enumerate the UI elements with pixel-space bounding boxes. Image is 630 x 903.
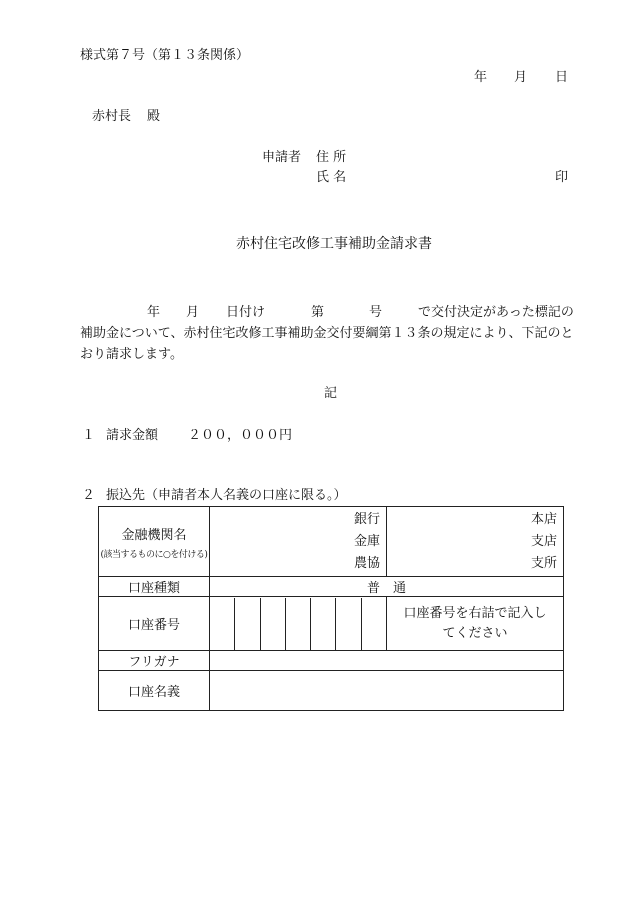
body-line2: 補助金について、赤村住宅改修工事補助金交付要綱第１３条の規定により、下記のと	[80, 326, 574, 341]
digit-cell[interactable]	[336, 598, 361, 650]
digit-cell[interactable]	[261, 598, 286, 650]
furigana-field[interactable]	[210, 651, 564, 671]
item1-amount: ２００，０００円	[188, 428, 293, 443]
addressee-name: 赤村長	[92, 109, 132, 124]
item1-number: １	[82, 428, 96, 443]
addressee-honorific: 殿	[147, 109, 161, 124]
body-year: 年	[147, 305, 161, 320]
bank-type-bank: 銀行	[353, 511, 380, 527]
account-type-value[interactable]: 普 通	[210, 577, 564, 597]
body-dated: 日付け	[226, 305, 266, 320]
body-month: 月	[186, 305, 200, 320]
bank-type-shinkin: 金庫	[353, 533, 380, 549]
ki-heading: 記	[324, 386, 338, 401]
body-gou: 号	[369, 305, 383, 320]
document-title: 赤村住宅改修工事補助金請求書	[236, 236, 432, 252]
applicant-address-label: 住 所	[316, 150, 347, 165]
account-number-note: 口座番号を右詰で記入してください	[387, 597, 564, 651]
date-day-label: 日	[555, 70, 569, 85]
applicant-name-label: 氏 名	[316, 170, 347, 185]
body-line1-rest: で交付決定があった標記の	[418, 305, 574, 320]
item2-number: ２	[82, 488, 96, 503]
account-type-row	[99, 577, 564, 597]
body-line3: おり請求します。	[80, 347, 183, 362]
item1-label: 請求金額	[106, 428, 159, 443]
item2-label: 振込先（申請者本人名義の口座に限る。）	[106, 488, 347, 503]
branch-type-cell[interactable]	[387, 507, 564, 577]
digit-cell[interactable]	[210, 598, 235, 650]
institution-note: (該当するものに○を付ける)	[100, 549, 208, 560]
account-number-label: 口座番号	[99, 597, 210, 651]
branch-type-office: 支所	[530, 555, 557, 571]
account-name-field[interactable]	[210, 671, 564, 711]
institution-label-cell	[99, 507, 210, 577]
furigana-label: フリガナ	[99, 651, 210, 671]
account-number-row	[99, 597, 564, 651]
furigana-row	[99, 651, 564, 671]
applicant-role: 申請者	[262, 150, 302, 165]
institution-row	[99, 507, 564, 577]
branch-type-branch: 支店	[530, 533, 557, 549]
account-name-label: 口座名義	[99, 671, 210, 711]
date-year-label: 年	[474, 70, 488, 85]
seal-label: 印	[555, 170, 569, 185]
account-type-label: 口座種類	[99, 577, 210, 597]
digit-cell[interactable]	[235, 598, 260, 650]
account-name-row	[99, 671, 564, 711]
bank-type-cell[interactable]	[210, 507, 387, 577]
bank-account-table	[98, 506, 564, 711]
form-number: 様式第７号（第１３条関係）	[80, 48, 250, 63]
account-number-cells[interactable]	[210, 597, 387, 651]
branch-type-main: 本店	[530, 511, 557, 527]
institution-label: 金融機関名	[121, 527, 187, 543]
date-month-label: 月	[514, 70, 528, 85]
digit-cell[interactable]	[362, 598, 386, 650]
digit-cell[interactable]	[286, 598, 311, 650]
digit-cell[interactable]	[311, 598, 336, 650]
bank-type-nokyo: 農協	[353, 555, 380, 571]
body-dai: 第	[311, 305, 325, 320]
